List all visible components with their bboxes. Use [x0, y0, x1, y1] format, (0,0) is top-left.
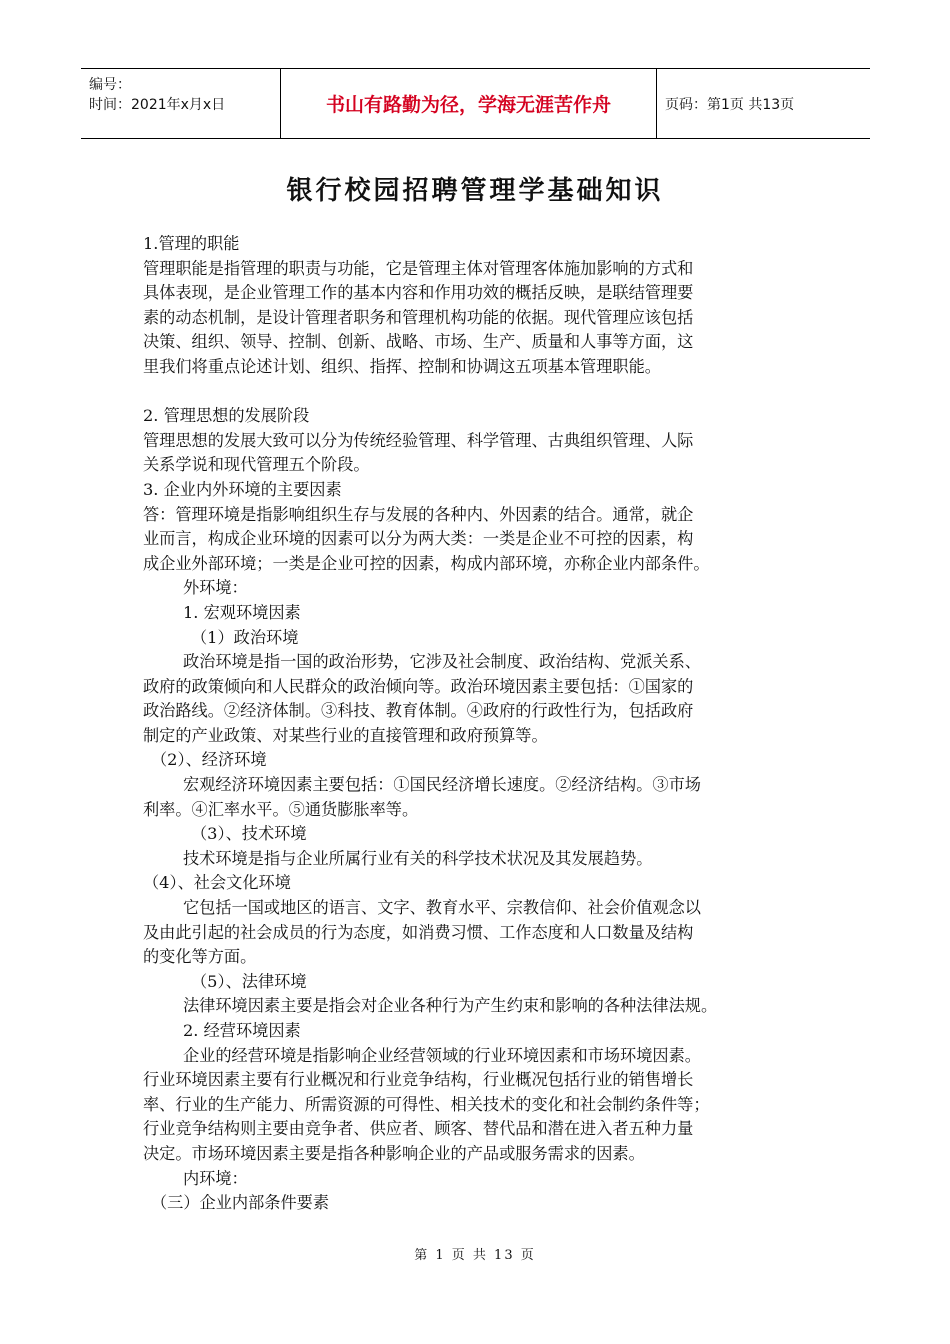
- paragraph-line: 业而言，构成企业环境的因素可以分为两大类：一类是企业不可控的因素，构: [143, 529, 694, 549]
- paragraph-line: 里我们将重点论述计划、组织、指挥、控制和协调这五项基本管理职能。: [143, 356, 661, 376]
- paragraph-line: 政府的政策倾向和人民群众的政治倾向等。政治环境因素主要包括：①国家的: [143, 676, 694, 696]
- document-title: 银行校园招聘管理学基础知识: [286, 176, 664, 206]
- section-heading: 2. 管理思想的发展阶段: [143, 406, 310, 426]
- paragraph-line: 利率。④汇率水平。⑤通货膨胀率等。: [143, 799, 419, 819]
- doc-time-label: 时间：2021年x月x日: [89, 97, 226, 113]
- subheading: 2. 经营环境因素: [183, 1021, 301, 1040]
- paragraph-line: 宏观经济环境因素主要包括：①国民经济增长速度。②经济结构。③市场: [183, 775, 701, 795]
- paragraph-line: 管理职能是指管理的职责与功能，它是管理主体对管理客体施加影响的方式和: [143, 258, 694, 278]
- paragraph-line: 政治路线。②经济体制。③科技、教育体制。④政府的行政性行为，包括政府: [143, 701, 694, 721]
- subheading: 外环境：: [183, 578, 248, 598]
- subheading: （三）企业内部条件要素: [151, 1193, 330, 1213]
- paragraph-line: 成企业外部环境；一类是企业可控的因素，构成内部环境，亦称企业内部条件。: [143, 553, 710, 573]
- subheading: （4）、社会文化环境: [143, 873, 291, 893]
- section-heading: 3. 企业内外环境的主要因素: [143, 479, 342, 499]
- paragraph-line: 及由此引起的社会成员的行为态度，如消费习惯、工作态度和人口数量及结构: [143, 922, 694, 942]
- paragraph-line: 素的动态机制，是设计管理者职务和管理机构功能的依据。现代管理应该包括: [143, 307, 694, 327]
- paragraph-line: 技术环境是指与企业所属行业有关的科学技术状况及其发展趋势。: [183, 848, 653, 868]
- header-page-info: 页码：第1页 共13页: [665, 96, 795, 113]
- paragraph-line: 关系学说和现代管理五个阶段。: [143, 455, 370, 475]
- paragraph-line: 政治环境是指一国的政治形势，它涉及社会制度、政治结构、党派关系、: [183, 652, 701, 672]
- paragraph-line: 的变化等方面。: [143, 947, 257, 967]
- subheading: （5）、法律环境: [191, 971, 307, 991]
- page-header: [81, 68, 870, 139]
- section-heading: 1.管理的职能: [143, 234, 240, 253]
- page-footer: 第 1 页 共 13 页: [414, 1248, 536, 1263]
- blank-line: [143, 380, 808, 405]
- header-motto: 书山有路勤为径，学海无涯苦作舟: [281, 69, 657, 138]
- paragraph-line: 管理思想的发展大致可以分为传统经验管理、科学管理、古典组织管理、人际: [143, 430, 694, 450]
- subheading: （3）、技术环境: [191, 824, 307, 844]
- paragraph-line: 制定的产业政策、对某些行业的直接管理和政府预算等。: [143, 725, 548, 745]
- paragraph-line: 率、行业的生产能力、所需资源的可得性、相关技术的变化和社会制约条件等；: [143, 1094, 710, 1114]
- header-meta: [81, 69, 281, 138]
- subheading: 1. 宏观环境因素: [183, 602, 301, 622]
- paragraph-line: 行业竞争结构则主要由竞争者、供应者、顾客、替代品和潜在进入者五种力量: [143, 1119, 694, 1139]
- subheading: 内环境：: [183, 1168, 248, 1188]
- doc-number-label: 编号：: [89, 77, 131, 93]
- paragraph-line: 决定。市场环境因素主要是指各种影响企业的产品或服务需求的因素。: [143, 1143, 645, 1163]
- subheading: （1）政治环境: [191, 627, 299, 647]
- paragraph-line: 行业环境因素主要有行业概况和行业竞争结构，行业概况包括行业的销售增长: [143, 1070, 694, 1090]
- paragraph-line: 决策、组织、领导、控制、创新、战略、市场、生产、质量和人事等方面，这: [143, 332, 694, 352]
- subheading: （2）、经济环境: [151, 750, 267, 770]
- document-body: [143, 232, 808, 1216]
- paragraph-line: 答：管理环境是指影响组织生存与发展的各种内、外因素的结合。通常，就企: [143, 504, 694, 524]
- paragraph-line: 具体表现，是企业管理工作的基本内容和作用功效的概括反映，是联结管理要: [143, 283, 694, 303]
- paragraph-line: 法律环境因素主要是指会对企业各种行为产生约束和影响的各种法律法规。: [183, 996, 718, 1016]
- paragraph-line: 它包括一国或地区的语言、文字、教育水平、宗教信仰、社会价值观念以: [183, 898, 701, 918]
- paragraph-line: 企业的经营环境是指影响企业经营领域的行业环境因素和市场环境因素。: [183, 1045, 701, 1065]
